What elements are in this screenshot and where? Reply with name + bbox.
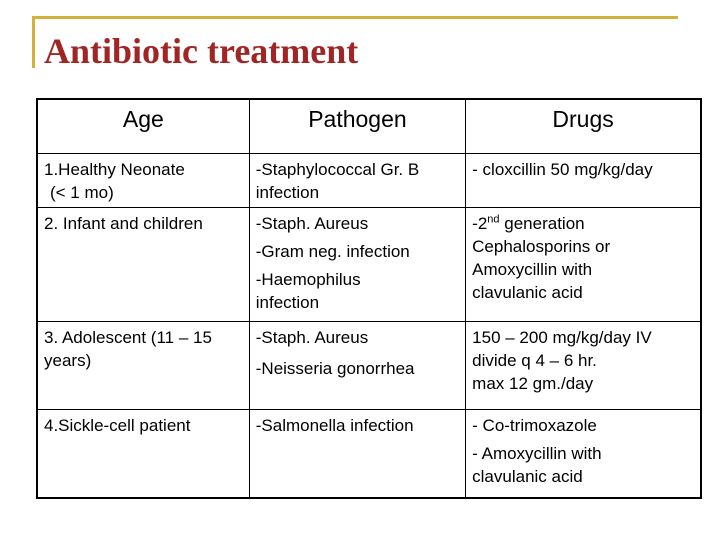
cell-text: -Gram neg. infection [255,242,410,261]
cell-age [37,322,249,410]
table-row [37,154,701,208]
cell-text: Cephalosporins or [472,237,611,256]
cell-age [37,208,249,322]
cell-text: -2 [472,214,488,233]
cell-drugs [466,154,701,208]
cell-text: -Staphylococcal Gr. B [255,160,420,179]
cell-pathogen [249,208,465,322]
header-age: Age [37,99,249,154]
cell-pathogen [249,154,465,208]
table-row [37,322,701,410]
table-row [37,410,701,498]
superscript-text: nd [487,213,500,226]
cell-text: clavulanic acid [472,283,583,302]
cell-pathogen [249,410,465,498]
cell-text: 1.Healthy Neonate [44,160,185,179]
cell-pathogen [249,322,465,410]
cell-text: - Co-trimoxazole [472,416,597,435]
cell-age [37,154,249,208]
cell-drugs [466,208,701,322]
cell-text: max 12 gm./day [472,374,594,393]
cell-text: (< 1 mo) [50,183,114,202]
header-drugs: Drugs [466,99,701,154]
cell-text: infection [255,293,320,312]
cell-age [37,410,249,498]
cell-text: 150 – 200 mg/kg/day IV [472,328,652,347]
cell-drugs [466,410,701,498]
cell-text: - cloxcillin 50 mg/kg/day [472,160,653,179]
antibiotic-table [36,98,702,499]
cell-text: -Staph. Aureus [255,214,369,233]
cell-text: -Staph. Aureus [255,328,369,347]
slide-title: Antibiotic treatment [44,31,359,71]
cell-text: Amoxycillin with [472,260,593,279]
cell-text: -Haemophilus [255,270,361,289]
cell-text: -Neisseria gonorrhea [255,359,415,378]
cell-text-generation [472,212,694,235]
table-row [37,208,701,322]
cell-text: years) [44,351,92,370]
cell-text: generation [499,214,585,233]
cell-text: 2. Infant and children [44,214,203,233]
cell-text: 3. Adolescent (11 – 15 [44,328,212,347]
cell-text: clavulanic acid [472,467,583,486]
frame-top-border [32,16,678,19]
cell-text: 4.Sickle-cell patient [44,416,191,435]
cell-text: - Amoxycillin with [472,444,602,463]
table-header-row [37,99,701,154]
cell-text: -Salmonella infection [255,416,414,435]
cell-drugs [466,322,701,410]
header-pathogen: Pathogen [249,99,465,154]
frame-left-border [32,16,35,68]
cell-text: infection [255,183,320,202]
cell-text: divide q 4 – 6 hr. [472,351,597,370]
